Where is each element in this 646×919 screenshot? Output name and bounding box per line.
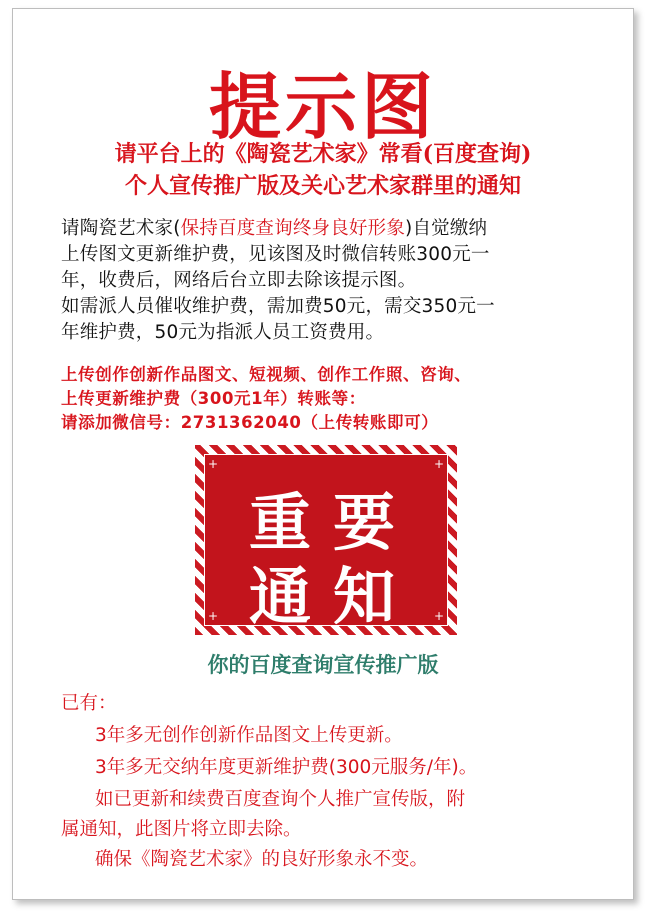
paragraph1-line-3: 年，收费后，网络后台立即去除该提示图。 [61, 270, 417, 291]
baidu-caption: 你的百度查询宣传推广版 [207, 652, 439, 677]
paragraph1-line-1 [61, 214, 487, 240]
notice-line-1: 上传创作创新作品图文、短视频、创作工作照、咨询、 [61, 365, 472, 384]
status-line-3: 如已更新和续费百度查询个人推广宣传版，附 [95, 789, 466, 810]
poster-title: 提示图 [208, 64, 437, 149]
paragraph1-line-1a: 请陶瓷艺术家( [61, 218, 181, 239]
poster-page [12, 8, 634, 900]
paragraph1-line-4: 如需派人员催收维护费，需加费50元，需交350元一 [61, 296, 495, 317]
paragraph1-line-2: 上传图文更新维护费，见该图及时微信转账300元一 [61, 244, 490, 265]
important-notice-banner [195, 445, 457, 635]
status-line-5: 确保《陶瓷艺术家》的良好形象永不变。 [95, 849, 429, 870]
status-line-4: 属通知，此图片将立即去除。 [61, 819, 302, 840]
paragraph1-line-1c: )自觉缴纳 [405, 218, 488, 239]
notice-line-2: 上传更新维护费（300元1年）转账等： [61, 389, 366, 408]
subtitle-line-2: 个人宣传推广版及关心艺术家群里的通知 [124, 173, 521, 199]
status-line-1: 3年多无创作创新作品图文上传更新。 [95, 725, 403, 746]
banner-word-important: 重要 [249, 486, 418, 559]
banner-inner [204, 454, 448, 633]
notice-wechat-line: 请添加微信号：2731362040（上传转账即可） [61, 413, 439, 432]
paragraph1-line-5: 年维护费，50元为指派人员工资费用。 [61, 322, 385, 343]
corner-plus-icon: + [208, 457, 219, 471]
highlight-text: 保持百度查询终身良好形象 [180, 218, 406, 239]
banner-word-notice: 通知 [249, 560, 418, 633]
corner-plus-icon: + [208, 609, 219, 623]
corner-plus-icon: + [433, 609, 444, 623]
status-line-2: 3年多无交纳年度更新维护费(300元服务/年)。 [95, 757, 478, 778]
corner-plus-icon: + [433, 457, 444, 471]
status-header: 已有： [61, 693, 117, 714]
subtitle-line-1: 请平台上的《陶瓷艺术家》常看(百度查询) [114, 141, 532, 167]
